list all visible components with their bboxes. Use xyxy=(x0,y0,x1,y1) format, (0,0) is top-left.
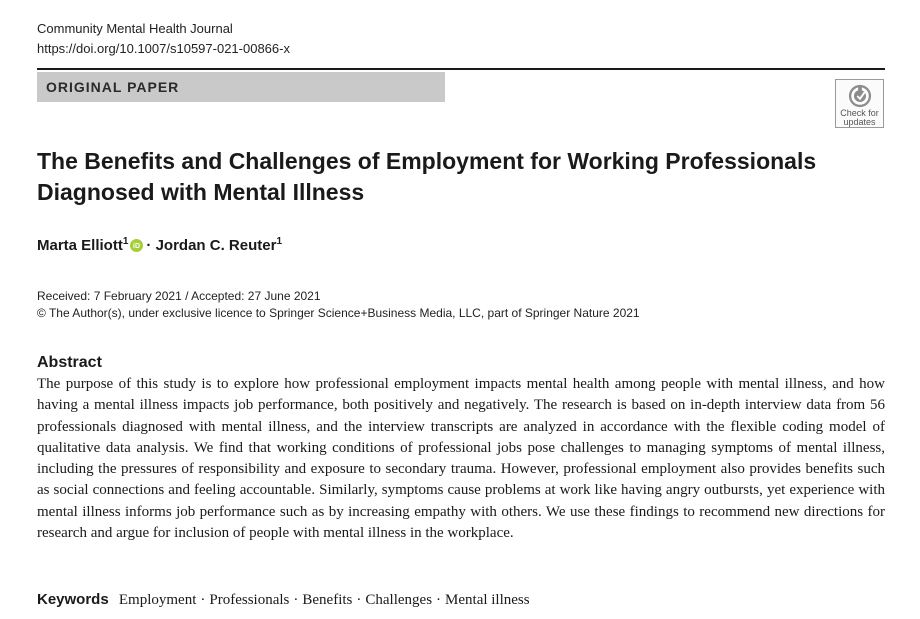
updates-badge-line2: updates xyxy=(843,117,876,127)
header-rule xyxy=(37,68,885,70)
section-label: ORIGINAL PAPER xyxy=(37,72,445,102)
abstract-heading: Abstract xyxy=(37,354,102,371)
author-list xyxy=(37,235,282,257)
copyright-notice: © The Author(s), under exclusive licence to Springer Science+Business Media, LLC, part of Springer Nature 2021 xyxy=(37,306,640,320)
keyword-separator: · xyxy=(436,592,442,608)
keyword-separator: · xyxy=(293,592,299,608)
keyword-separator: · xyxy=(356,592,362,608)
journal-name: Community Mental Health Journal xyxy=(37,21,233,36)
author-name[interactable]: Jordan C. Reuter xyxy=(155,237,277,254)
keyword: Challenges xyxy=(365,592,433,608)
keywords-line xyxy=(37,589,530,611)
article-title: The Benefits and Challenges of Employment for Working Professionals Diagnosed with Mental Illness xyxy=(37,148,817,205)
keywords-label: Keywords xyxy=(37,591,109,608)
keyword: Mental illness xyxy=(445,592,530,608)
abstract-text: The purpose of this study is to explore how professional employment impacts mental health among people with mental illness, and how having a mental illness impacts job performance, both positively and negatively. The research is based on in-depth interview data from 56 professionals diagnosed with mental illness, and the interview transcripts are analyzed in accordance with the flexible coding model of qualitative data analysis. We find that working conditions of professional jobs pose challenges to managing symptoms of mental illness, including the pressures of responsibility and exposure to secondary trauma. However, professional employment also provides benefits such as social connections and feeling accountable. Similarly, symptoms cause problems at work like having angry outbursts, yet experience with mental illness informs job performance such as by increasing empathy with others. We use these findings to recommend new directions for research and argue for inclusion of people with mental illness in the workplace. xyxy=(37,376,885,542)
author-name[interactable]: Marta Elliott xyxy=(37,237,123,254)
orcid-icon[interactable] xyxy=(130,239,143,252)
keyword: Employment xyxy=(118,592,197,608)
keyword: Professionals xyxy=(209,592,290,608)
keyword-separator: · xyxy=(200,592,206,608)
check-for-updates-icon xyxy=(847,84,873,108)
updates-badge-line1: Check for xyxy=(840,108,879,118)
author-affiliation: 1 xyxy=(276,236,282,247)
svg-text:iD: iD xyxy=(133,243,141,251)
doi-link[interactable]: https://doi.org/10.1007/s10597-021-00866-x xyxy=(37,41,290,56)
journal-header xyxy=(37,19,290,59)
keyword: Benefits xyxy=(302,592,353,608)
article-history xyxy=(37,288,640,322)
check-for-updates-badge[interactable] xyxy=(835,79,884,128)
author-separator: · xyxy=(146,237,152,254)
author-affiliation: 1 xyxy=(122,236,129,247)
received-accepted-dates: Received: 7 February 2021 / Accepted: 27 June 2021 xyxy=(37,289,321,303)
